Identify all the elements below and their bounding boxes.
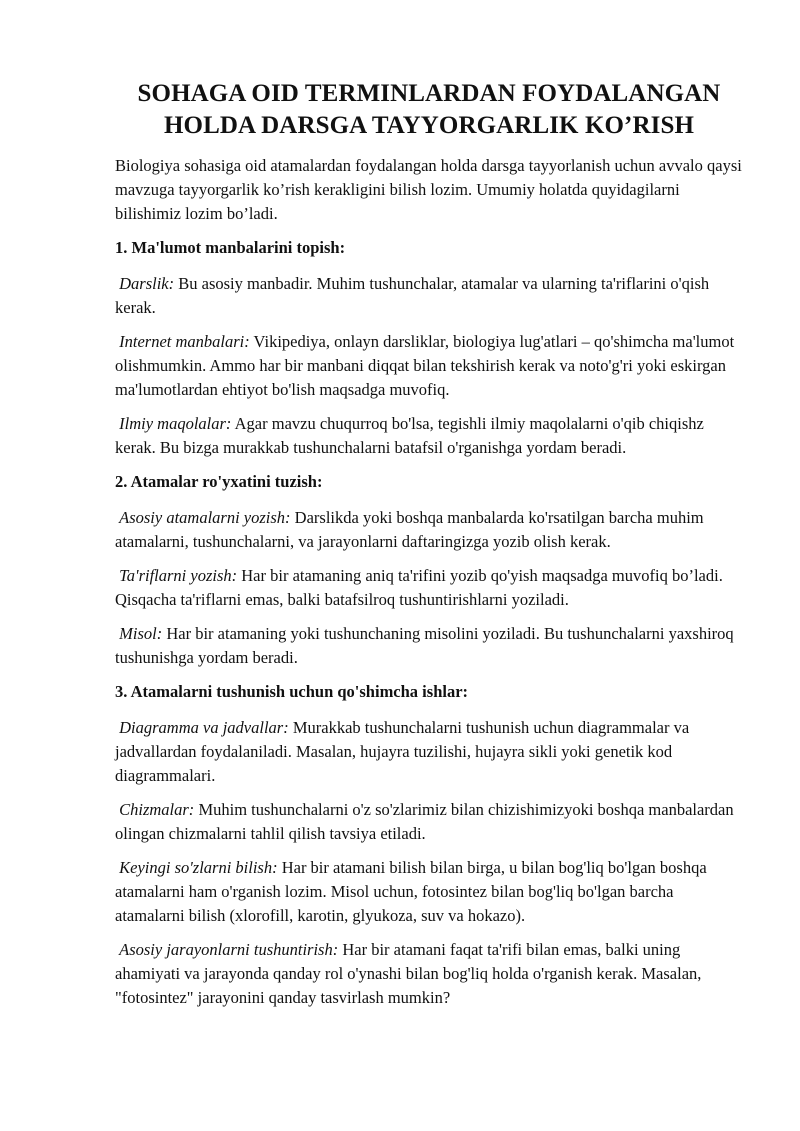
item-definitions [115,564,743,612]
title-line-2: HOLDA DARSGA TAYYORGARLIK KO’RISH [163,112,695,139]
item-main-processes [115,938,743,1010]
item-main-terms [115,506,743,554]
item-term: Keyingi so'zlarni bilish: [119,858,278,877]
document-page [115,78,743,1020]
document-title [115,78,743,142]
item-text: Muhim tushunchalarni o'z so'zlarimiz bilan chizishimizyoki boshqa manbalardan olingan chizmalarni tahlil qilish tavsiya etiladi. [115,800,734,843]
item-term: Darslik: [119,274,175,293]
item-text: Har bir atamani bilish bilan birga, u bilan bog'liq bo'lgan boshqa atamalarni ham o'rganish lozim. Misol uchun, fotosintez bilan bog'liq bo'lgan barcha atamalarni bilish (xlorofill, karotin, glyukoza, suv va hokazo). [115,858,707,925]
item-scientific-articles [115,412,743,460]
item-related-words [115,856,743,928]
item-internet-sources [115,330,743,402]
item-text: Darslikda yoki boshqa manbalarda ko'rsatilgan barcha muhim atamalarni, tushunchalarni, va jarayonlarni daftaringizga yozib olish kerak. [115,508,704,551]
item-term: Ta'riflarni yozish: [119,566,238,585]
item-diagrams [115,716,743,788]
item-text: Har bir atamaning yoki tushunchaning misolini yoziladi. Bu tushunchalarni yaxshiroq tushunishga yordam beradi. [115,624,734,667]
section-heading-extra-work: 3. Atamalarni tushunish uchun qo'shimcha ishlar: [115,682,469,701]
item-term: Chizmalar: [119,800,195,819]
section-heading-sources: 1. Ma'lumot manbalarini topish: [115,238,346,257]
item-term: Asosiy atamalarni yozish: [119,508,291,527]
intro-paragraph: Biologiya sohasiga oid atamalardan foydalangan holda darsga tayyorlanish uchun avvalo qaysi mavzuga tayyorgarlik ko’rish kerakligini bilish lozim. Umumiy holatda quyidagilarni bilishimiz lozim bo’ladi. [115,156,742,223]
item-example [115,622,743,670]
item-term: Misol: [119,624,163,643]
item-text: Har bir atamani faqat ta'rifi bilan emas, balki uning ahamiyati va jarayonda qanday rol o'ynashi bilan bog'liq holda o'rganish kerak. Masalan, "fotosintez" jarayonini qanday tasvirlash mumkin? [115,940,702,1007]
item-text: Agar mavzu chuqurroq bo'lsa, tegishli ilmiy maqolalarni o'qib chiqishz kerak. Bu bizga murakkab tushunchalarni batafsil o'rganishga yordam beradi. [115,414,704,457]
item-text: Har bir atamaning aniq ta'rifini yozib qo'yish maqsadga muvofiq bo’ladi. Qisqacha ta'riflarni emas, balki batafsilroq tushuntirishlarni yoziladi. [115,566,723,609]
item-text: Vikipediya, onlayn darsliklar, biologiya lug'atlari – qo'shimcha ma'lumot olishmumkin. Ammo har bir manbani diqqat bilan tekshirish kerak va noto'g'ri yoki eskirgan ma'lumotlardan ehtiyot bo'lish maqsadga muvofiq. [115,332,735,399]
item-drawings [115,798,743,846]
section-heading-term-list: 2. Atamalar ro'yxatini tuzish: [115,472,323,491]
item-term: Asosiy jarayonlarni tushuntirish: [119,940,339,959]
item-text: Bu asosiy manbadir. Muhim tushunchalar, atamalar va ularning ta'riflarini o'qish kerak. [115,274,710,317]
item-term: Internet manbalari: [119,332,250,351]
item-term: Ilmiy maqolalar: [119,414,232,433]
title-line-1: SOHAGA OID TERMINLARDAN FOYDALANGAN [137,80,721,107]
item-darslik [115,272,743,320]
item-text: Murakkab tushunchalarni tushunish uchun diagrammalar va jadvallardan foydalaniladi. Masalan, hujayra tuzilishi, hujayra sikli yoki genetik kod diagrammalari. [115,718,690,785]
item-term: Diagramma va jadvallar: [119,718,289,737]
